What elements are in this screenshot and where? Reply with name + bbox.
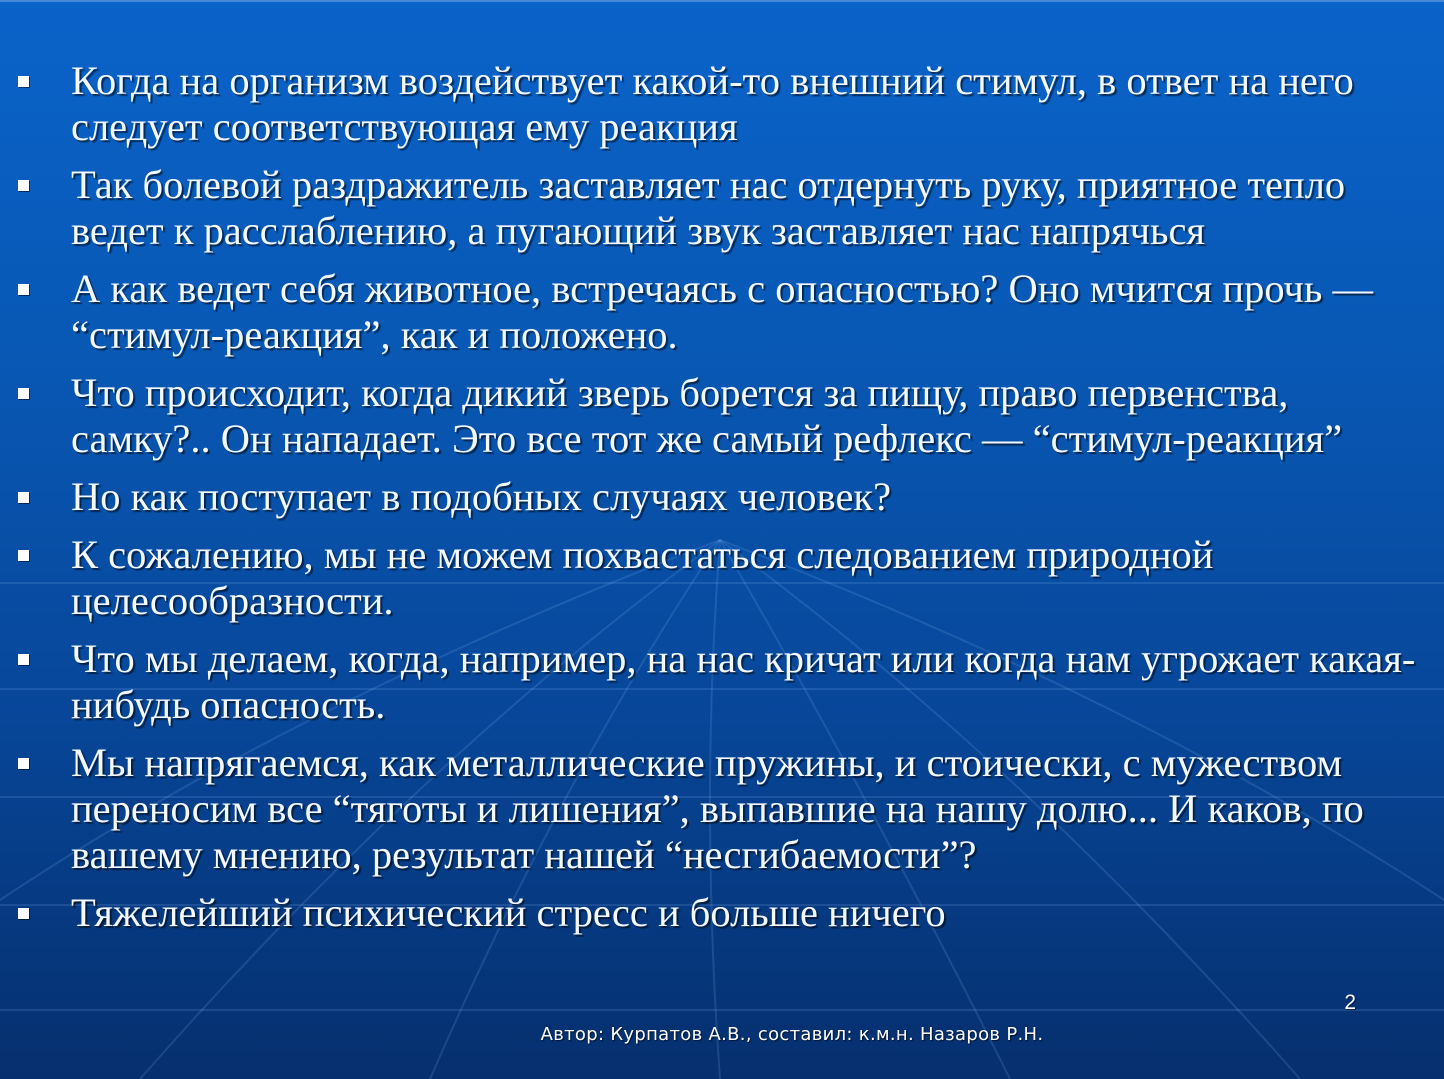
square-bullet-icon <box>18 654 29 665</box>
square-bullet-icon <box>18 550 29 561</box>
slide-top-border <box>0 0 1444 2</box>
page-number: 2 <box>1344 991 1356 1014</box>
bullet-item <box>0 740 1444 878</box>
square-bullet-icon <box>18 908 29 919</box>
bullet-text: Мы напрягаемся, как металлические пружины, и стоически, с мужеством переносим все “тяготы и лишения”, выпавшие на нашу долю... И каков, по вашему мнению, результат нашей “несгибаемости”? <box>71 740 1364 877</box>
square-bullet-icon <box>18 180 29 191</box>
footer-author: Автор: Курпатов А.В., составил: к.м.н. Назаров Р.Н. <box>540 1024 1044 1045</box>
bullet-item <box>0 162 1444 254</box>
square-bullet-icon <box>18 492 29 503</box>
square-bullet-icon <box>18 76 29 87</box>
bullet-item <box>0 890 1444 936</box>
bullet-item <box>0 58 1444 150</box>
bullet-text: Что мы делаем, когда, например, на нас кричат или когда нам угрожает какая-нибудь опасность. <box>71 636 1416 727</box>
bullet-text: Тяжелейший психический стресс и больше ничего <box>71 890 946 935</box>
bullet-text: Но как поступает в подобных случаях человек? <box>71 474 892 519</box>
bullet-item <box>0 474 1444 520</box>
square-bullet-icon <box>18 758 29 769</box>
bullet-item <box>0 370 1444 462</box>
bullet-text: К сожалению, мы не можем похвастаться следованием природной целесообразности. <box>71 532 1214 623</box>
bullet-item <box>0 532 1444 624</box>
square-bullet-icon <box>18 388 29 399</box>
square-bullet-icon <box>18 284 29 295</box>
bullet-list <box>0 58 1444 948</box>
bullet-text: А как ведет себя животное, встречаясь с опасностью? Оно мчится прочь — “стимул-реакция”, как и положено. <box>71 266 1374 357</box>
bullet-item <box>0 636 1444 728</box>
bullet-text: Что происходит, когда дикий зверь борется за пищу, право первенства, самку?.. Он нападает. Это все тот же самый рефлекс — “стимул-реакция” <box>71 370 1343 461</box>
bullet-item <box>0 266 1444 358</box>
bullet-text: Так болевой раздражитель заставляет нас отдернуть руку, приятное тепло ведет к расслаблению, а пугающий звук заставляет нас напрячься <box>71 162 1346 253</box>
bullet-text: Когда на организм воздействует какой-то внешний стимул, в ответ на него следует соответствующая ему реакция <box>71 58 1354 149</box>
